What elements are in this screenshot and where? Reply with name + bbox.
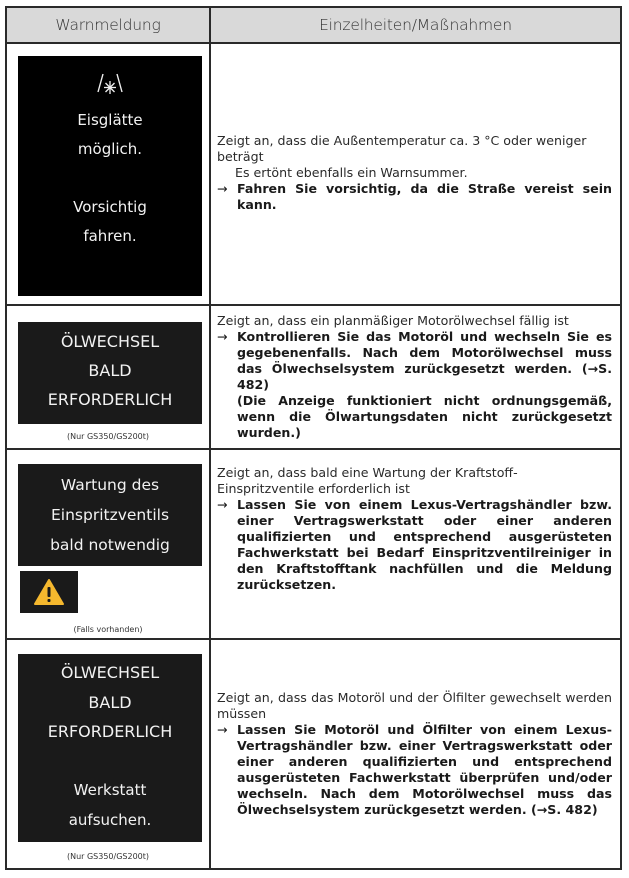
ice-warning-icon [97,72,123,96]
display-line: Einspritzventils [50,506,170,524]
warning-indicator-box [20,571,78,613]
display-line-spacer [18,164,202,193]
display-line: fahren. [83,227,137,245]
table-row-injector-service [7,450,620,640]
action-text: → Kontrollieren Sie das Motoröl und wechseln Sie es gegebenenfalls. Nach dem Motorölwechsel muss das Ölwechselsystem zurückgesetzt werden. (→S. 482) [217,329,612,392]
table-header [7,8,620,44]
warning-display-cell [7,640,209,868]
display-line-spacer [18,747,202,777]
display-screen-injector [18,464,202,566]
table-row-oil-change-soon [7,306,620,450]
display-line: möglich. [77,140,143,158]
header-warning-message: Warnmeldung [55,16,161,34]
display-line: Eisglätte [77,111,143,129]
availability-footnote: (Falls vorhanden) [73,625,143,634]
display-line: ERFORDERLICH [47,390,173,409]
sub-note-text: (Die Anzeige funktioniert nicht ordnungsgemäß, wenn die Ölwartungsdaten nicht zurückgesetzt wurden.) [237,393,612,440]
display-line: Werkstatt [73,781,147,799]
warning-display-cell [7,450,209,638]
display-screen-oil-workshop [18,654,202,842]
details-cell [211,450,620,638]
note-text: Es ertönt ebenfalls ein Warnsummer. [235,165,468,180]
details-cell [211,306,620,448]
warning-message-table [5,6,622,870]
description-text: Zeigt an, dass die Außentemperatur ca. 3 °C oder weniger beträgt [217,133,587,164]
display-screen-oil [18,322,202,424]
action-text: → Fahren Sie vorsichtig, da die Straße vereist sein kann. [217,181,612,212]
header-details-actions: Einzelheiten/Maßnahmen [319,16,512,34]
action-text: → Lassen Sie von einem Lexus-Vertragshändler bzw. einer Vertragswerkstatt oder einer anderen qualifizierten und entsprechend ausgerüsteten Fachwerkstatt bei Bedarf Einspritzventilreiniger in den Kraftstofftank nachfüllen und die Meldung zurücksetzen. [217,497,612,592]
description-text: Zeigt an, dass ein planmäßiger Motorölwechsel fällig ist [217,313,569,328]
arrow-icon: → [217,329,228,344]
display-line: BALD [88,361,132,380]
display-screen-ice [18,56,202,296]
model-footnote: (Nur GS350/GS200t) [66,432,150,441]
arrow-icon: → [217,497,228,512]
arrow-icon: → [217,722,228,737]
warning-triangle-icon [33,578,65,606]
table-row-ice-warning [7,42,620,306]
display-line: Wartung des [60,476,160,494]
display-line: ERFORDERLICH [47,722,173,741]
description-text: Zeigt an, dass das Motoröl und der Ölfilter gewechselt werden müssen [217,690,612,721]
details-cell [211,42,620,304]
table-row-oil-change-workshop [7,640,620,868]
warning-display-cell [7,42,209,304]
arrow-icon: → [217,181,228,196]
model-footnote: (Nur GS350/GS200t) [66,852,150,861]
details-cell [211,640,620,868]
description-text: Zeigt an, dass bald eine Wartung der Kraftstoff-Einspritzventile erforderlich ist [217,465,518,496]
warning-display-cell [7,306,209,448]
display-line: BALD [88,692,132,712]
display-line: Vorsichtig [73,198,147,216]
display-line: ÖLWECHSEL [60,663,160,682]
display-line: aufsuchen. [68,810,152,829]
display-line: ÖLWECHSEL [60,332,160,351]
display-line: bald notwendig [50,536,170,554]
action-text: → Lassen Sie Motoröl und Ölfilter von einem Lexus-Vertragshändler bzw. einer Vertragswerkstatt oder einer anderen qualifizierten und entsprechend ausgerüsteten Fachwerkstatt überprüfen und/oder wechseln. Nach dem Motorölwechsel muss das Ölwechselsystem zurückgesetzt werden. (→S. 482) [217,722,612,817]
